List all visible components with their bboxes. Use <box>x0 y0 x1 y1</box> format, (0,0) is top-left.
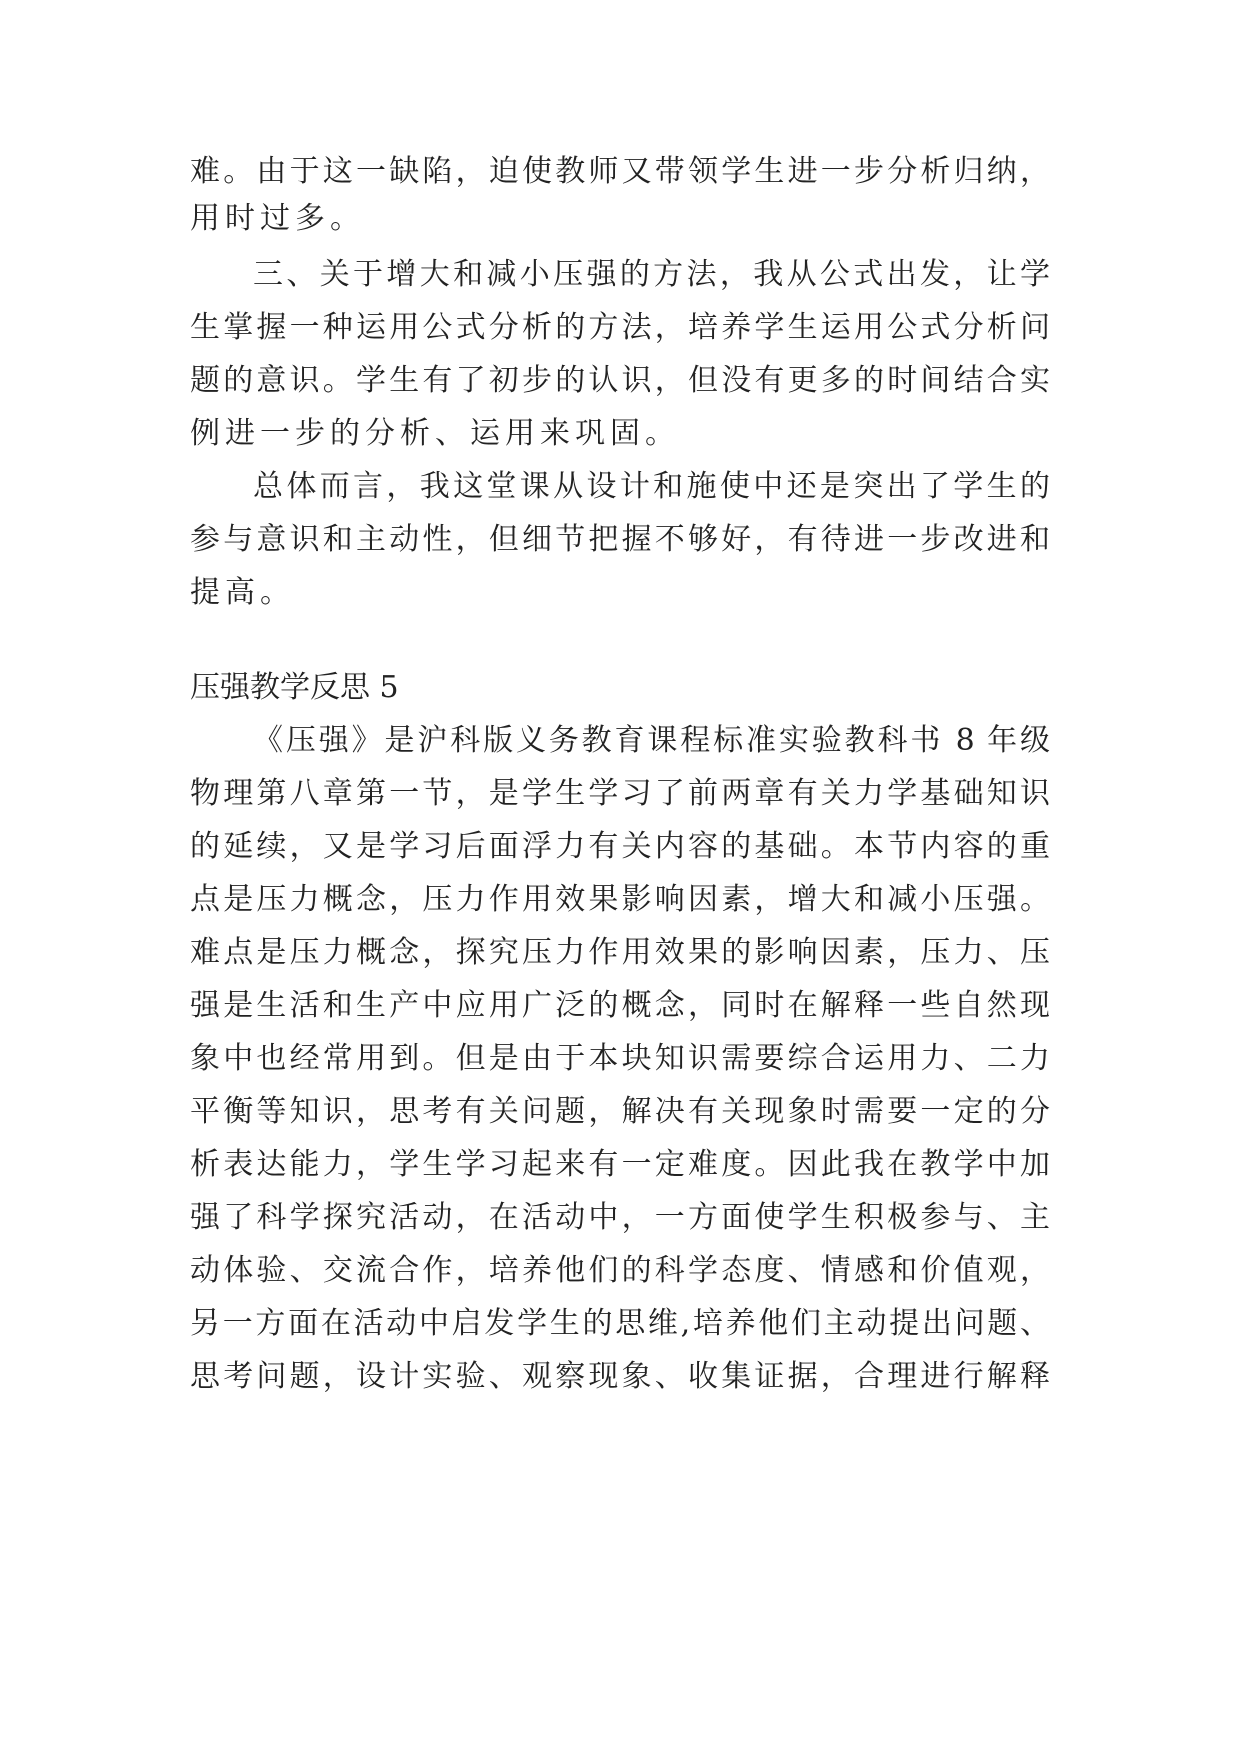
paragraph-line: 思考问题，设计实验、观察现象、收集证据，合理进行解释 <box>190 1359 1050 1394</box>
paragraph-line: 提高。 <box>190 575 295 610</box>
paragraph-line: 物理第八章第一节，是学生学习了前两章有关力学基础知识 <box>190 776 1050 811</box>
paragraph-line: 《压强》是沪科版义务教育课程标准实验教科书 8 年级 <box>253 723 1050 758</box>
paragraph-line: 的延续，又是学习后面浮力有关内容的基础。本节内容的重 <box>190 829 1050 864</box>
paragraph-line: 另一方面在活动中启发学生的思维,培养他们主动提出问题、 <box>190 1306 1050 1341</box>
paragraph-line: 象中也经常用到。但是由于本块知识需要综合运用力、二力 <box>190 1041 1050 1076</box>
paragraph-line: 动体验、交流合作，培养他们的科学态度、情感和价值观， <box>190 1253 1050 1288</box>
paragraph-line: 难点是压力概念，探究压力作用效果的影响因素，压力、压 <box>190 935 1050 970</box>
paragraph-line: 难。由于这一缺陷，迫使教师又带领学生进一步分析归纳， <box>190 154 1050 189</box>
section-title: 压强教学反思 5 <box>190 670 399 705</box>
paragraph-line: 强是生活和生产中应用广泛的概念，同时在解释一些自然现 <box>190 988 1050 1023</box>
paragraph-line: 强了科学探究活动，在活动中，一方面使学生积极参与、主 <box>190 1200 1050 1235</box>
paragraph-line: 题的意识。学生有了初步的认识，但没有更多的时间结合实 <box>190 363 1050 398</box>
paragraph-line: 总体而言，我这堂课从设计和施使中还是突出了学生的 <box>253 469 1050 504</box>
paragraph-line: 点是压力概念，压力作用效果影响因素，增大和减小压强。 <box>190 882 1050 917</box>
paragraph-line: 析表达能力，学生学习起来有一定难度。因此我在教学中加 <box>190 1147 1050 1182</box>
paragraph-line: 平衡等知识，思考有关问题，解决有关现象时需要一定的分 <box>190 1094 1050 1129</box>
paragraph-line: 用时过多。 <box>190 201 365 236</box>
paragraph-line: 三、关于增大和减小压强的方法，我从公式出发，让学 <box>253 257 1050 292</box>
paragraph-line: 参与意识和主动性，但细节把握不够好，有待进一步改进和 <box>190 522 1050 557</box>
paragraph-line: 生掌握一种运用公式分析的方法，培养学生运用公式分析问 <box>190 310 1050 345</box>
paragraph-line: 例进一步的分析、运用来巩固。 <box>190 416 680 451</box>
